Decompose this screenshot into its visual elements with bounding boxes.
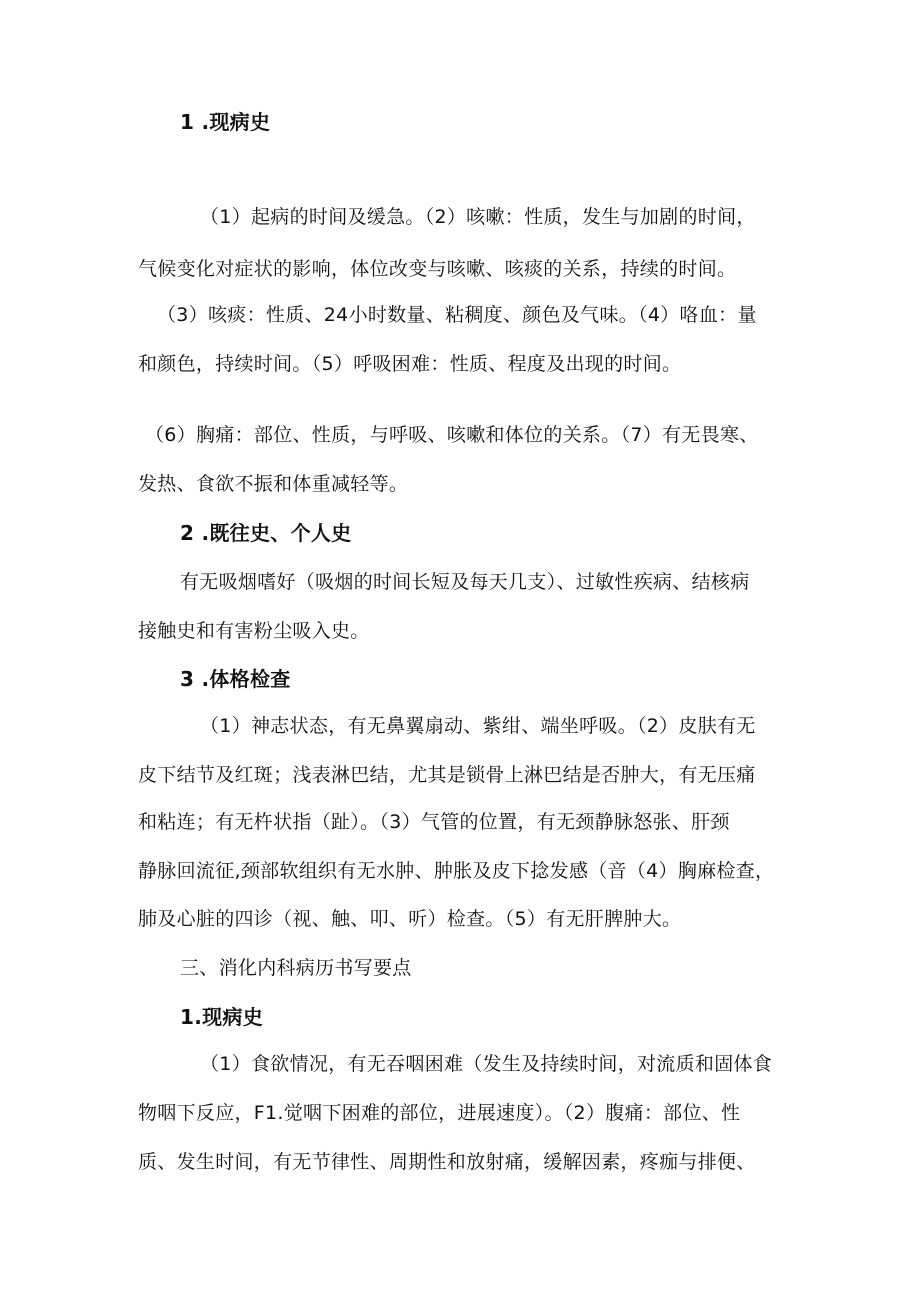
paragraph-line: 肺及心脏的四诊（视、触、叩、听）检查。（5）有无肝脾肿大。 (138, 908, 682, 930)
heading-past-history: 2 .既往史、个人史 (180, 521, 352, 545)
paragraph-line: 皮下结节及红斑；浅表淋巴结，尤其是锁骨上淋巴结是否肿大，有无压痛 (138, 764, 756, 786)
paragraph-line: （3）咳痰：性质、24小时数量、粘稠度、颜色及气味。（4）咯血：量 (157, 304, 757, 326)
paragraph-line: （6）胸痛：部位、性质，与呼吸、咳嗽和体位的关系。（7）有无畏寒、 (145, 424, 759, 446)
paragraph-line: 质、发生时间，有无节律性、周期性和放射痛，缓解因素，疼痂与排便、 (138, 1151, 756, 1173)
paragraph-line: 物咽下反应，F1.觉咽下困难的部位，进展速度）。（2）腹痛：部位、性 (138, 1102, 741, 1124)
paragraph-line: （1）食欲情况，有无吞咽困难（发生及持续时间，对流质和固体食 (200, 1053, 773, 1075)
section-heading-digestive: 三、消化内科病历书写要点 (180, 957, 412, 979)
paragraph-line: 气候变化对症状的影响，体位改变与咳嗽、咳痰的关系，持续的时间。 (138, 258, 737, 280)
paragraph-line: 和粘连；有无杵状指（趾）。（3）气管的位置，有无颈静脉怒张、肝颈 (138, 811, 730, 833)
paragraph-line: 有无吸烟嗜好（吸烟的时间长短及每天几支）、过敏性疾病、结核病 (180, 571, 750, 593)
heading-physical-exam: 3 .体格检查 (180, 667, 291, 691)
paragraph-line: 和颜色，持续时间。（5）呼吸困难：性质、程度及出现的时间。 (138, 353, 682, 375)
heading-present-illness: 1 .现病史 (180, 110, 271, 134)
paragraph-line: 接触史和有害粉尘吸入史。 (138, 620, 370, 642)
paragraph-line: 静脉回流征,颈部软组织有无水肿、肿胀及皮下捻发感（音（4）胸麻检查， (138, 860, 775, 882)
paragraph-line: （1）神志状态，有无鼻翼扇动、紫绀、端坐呼吸。（2）皮肤有无 (200, 715, 756, 737)
heading-present-illness-2: 1.现病史 (180, 1005, 264, 1029)
paragraph-line: （1）起病的时间及缓急。（2）咳嗽：性质，发生与加剧的时间， (200, 206, 756, 228)
paragraph-line: 发热、食欲不振和体重减轻等。 (138, 473, 409, 495)
